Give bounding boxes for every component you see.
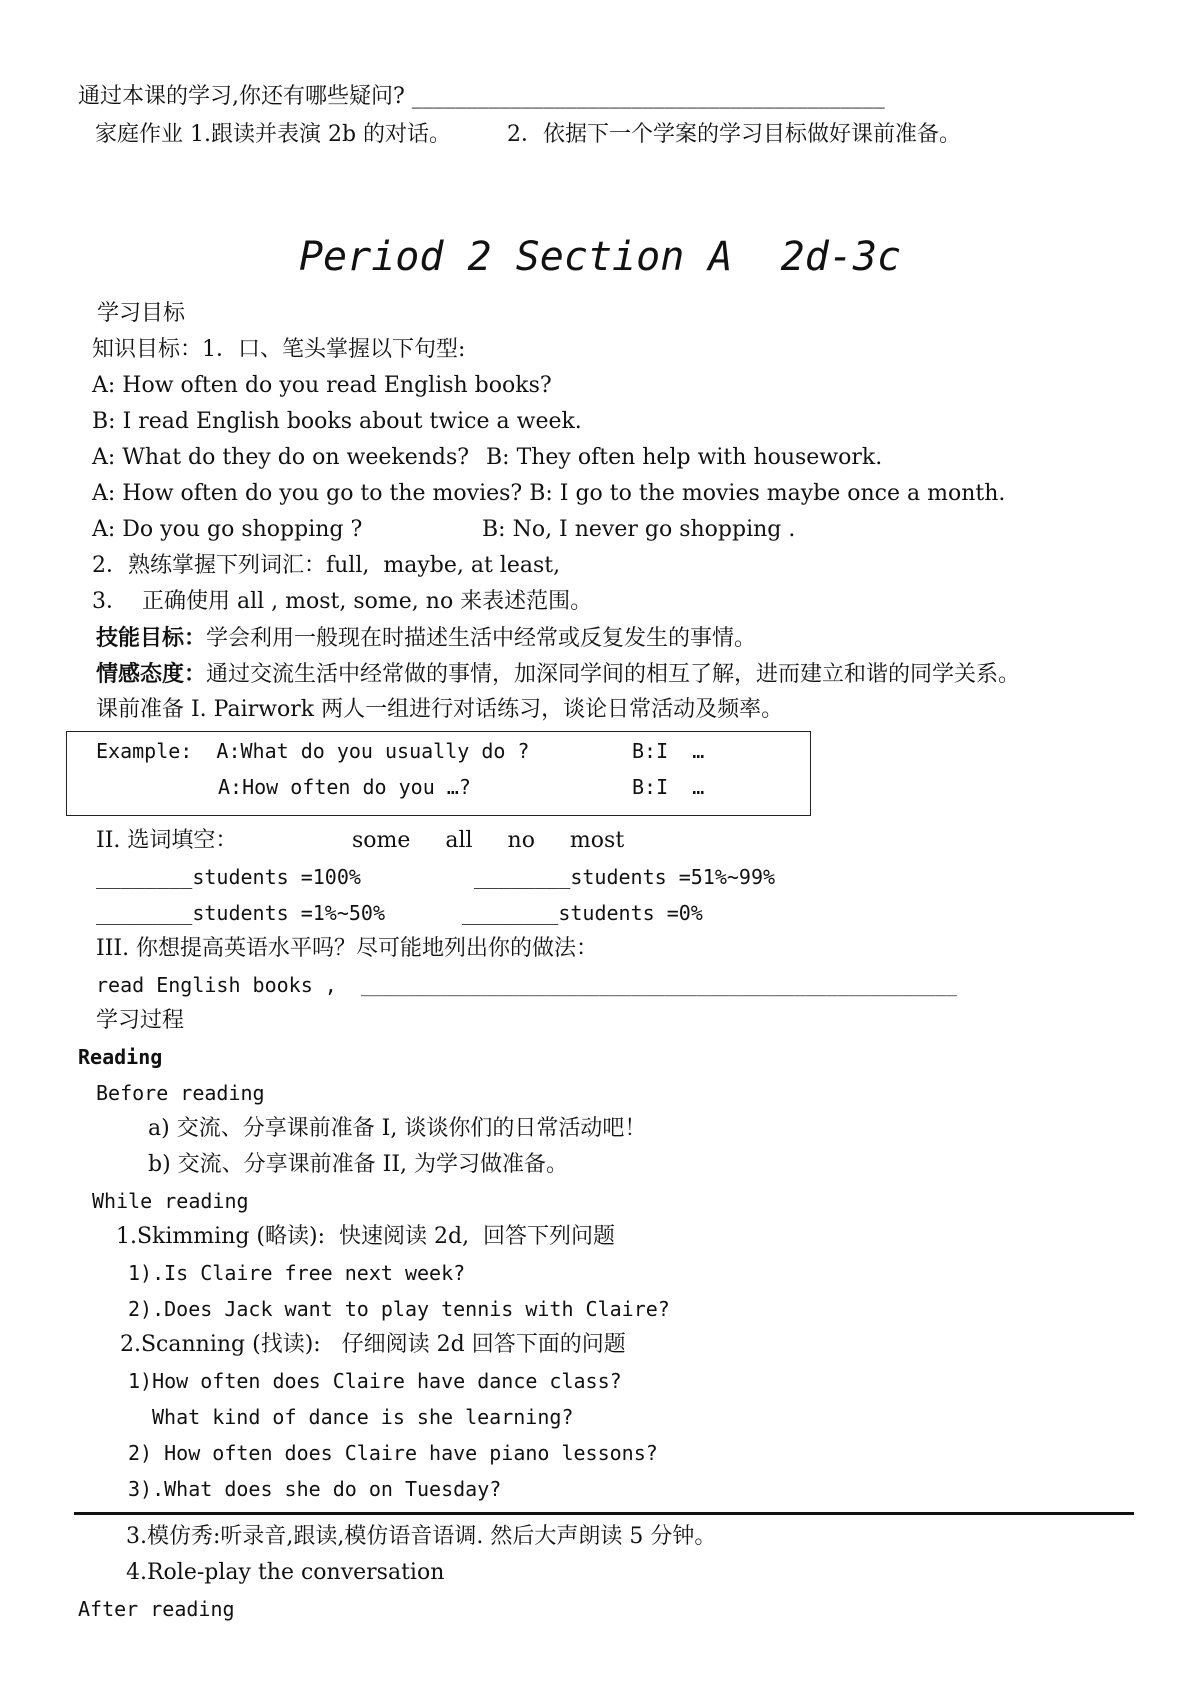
study-goals-heading: 学习目标 xyxy=(97,301,186,326)
roleplay-task: 4.Role-play the conversation xyxy=(126,1560,445,1585)
section-divider xyxy=(74,1512,1134,1515)
scanning-question-1: 1)How often does Claire have dance class? xyxy=(128,1369,622,1393)
sentence-4: A: How often do you go to the movies? B: I go to the movies maybe once a month. xyxy=(92,481,1006,506)
reflection-question-text: 通过本课的学习,你还有哪些疑问? xyxy=(78,84,412,109)
emotion-goal xyxy=(96,659,1020,690)
example-line-1b: B:I … xyxy=(632,739,705,763)
reflection-question xyxy=(78,82,885,112)
before-reading-a: a) 交流、分享课前准备 I, 谈谈你们的日常活动吧！ xyxy=(148,1116,647,1141)
example-line-2b: B:I … xyxy=(632,775,705,799)
emotion-goal-text: 通过交流生活中经常做的事情，加深同学间的相互了解，进而建立和谐的同学关系。 xyxy=(206,662,1021,687)
sentence-2: B: I read English books about twice a week. xyxy=(92,409,582,434)
prep-3: III. 你想提高英语水平吗？尽可能地列出你的做法： xyxy=(96,936,599,961)
process-heading: 学习过程 xyxy=(96,1008,185,1033)
fill-blank-4[interactable]: ________students =0% xyxy=(462,901,703,925)
page-title: Period 2 Section A 2d-3c xyxy=(298,234,902,280)
skill-goal-text: 学会利用一般现在时描述生活中经常或反复发生的事情。 xyxy=(206,626,757,651)
skill-goal-label: 技能目标： xyxy=(96,625,207,651)
skill-goal xyxy=(96,623,756,654)
word-bank: some all no most xyxy=(352,828,625,853)
after-reading-heading: After reading xyxy=(78,1597,235,1621)
while-reading-heading: While reading xyxy=(92,1189,249,1213)
prep-2-label: II. 选词填空： xyxy=(96,828,238,853)
vocab-goal: 2．熟练掌握下列词汇：full, maybe, at least, xyxy=(92,553,561,578)
sentence-3a: A: What do they do on weekends? xyxy=(92,445,470,470)
scanning-question-2: 2) How often does Claire have piano lessons? xyxy=(128,1441,658,1465)
fill-blank-2[interactable]: ________students =51%~99% xyxy=(474,865,776,889)
scanning-question-3: 3).What does she do on Tuesday? xyxy=(128,1477,502,1501)
prep-3-blank[interactable]: _______________________________________________________ xyxy=(360,976,957,997)
range-goal: 3． 正确使用 all , most, some, no 来表述范围。 xyxy=(92,589,593,614)
fill-blank-1[interactable]: ________students =100% xyxy=(96,865,361,889)
reading-heading: Reading xyxy=(78,1045,163,1069)
before-reading-heading: Before reading xyxy=(96,1081,265,1105)
knowledge-goal: 知识目标：1．口、笔头掌握以下句型: xyxy=(92,337,466,362)
fill-blank-3[interactable]: ________students =1%~50% xyxy=(96,901,385,925)
skimming-question-2: 2).Does Jack want to play tennis with Claire? xyxy=(128,1297,670,1321)
sentence-5b: B: No, I never go shopping . xyxy=(482,517,796,542)
example-line-2a: A:How often do you …? xyxy=(218,775,471,799)
prep-3-answer xyxy=(96,970,957,1002)
sentence-1: A: How often do you read English books? xyxy=(92,373,552,398)
prep-1: 课前准备 I. Pairwork 两人一组进行对话练习，谈论日常活动及频率。 xyxy=(96,697,784,722)
emotion-goal-label: 情感态度： xyxy=(96,661,207,687)
homework-line: 家庭作业 1.跟读并表演 2b 的对话。 2．依据下一个学案的学习目标做好课前准备。 xyxy=(95,122,961,147)
scanning-question-1b: What kind of dance is she learning? xyxy=(152,1405,574,1429)
skimming-question-1: 1).Is Claire free next week? xyxy=(128,1261,466,1285)
example-line-1a: Example: A:What do you usually do ? xyxy=(96,739,530,763)
answer-blank[interactable]: ___________________________________________ xyxy=(411,84,885,109)
skimming-task: 1.Skimming (略读): 快速阅读 2d, 回答下列问题 xyxy=(116,1224,616,1249)
before-reading-b: b) 交流、分享课前准备 II, 为学习做准备。 xyxy=(148,1152,569,1177)
prep-2 xyxy=(96,826,237,856)
prep-3-answer-text: read English books , xyxy=(96,973,361,997)
imitation-task: 3.模仿秀:听录音,跟读,模仿语音语调. 然后大声朗读 5 分钟。 xyxy=(126,1524,717,1549)
scanning-task: 2.Scanning (找读): 仔细阅读 2d 回答下面的问题 xyxy=(120,1332,626,1357)
sentence-3b: B: They often help with housework. xyxy=(486,445,883,470)
sentence-5a: A: Do you go shopping ? xyxy=(92,517,363,542)
